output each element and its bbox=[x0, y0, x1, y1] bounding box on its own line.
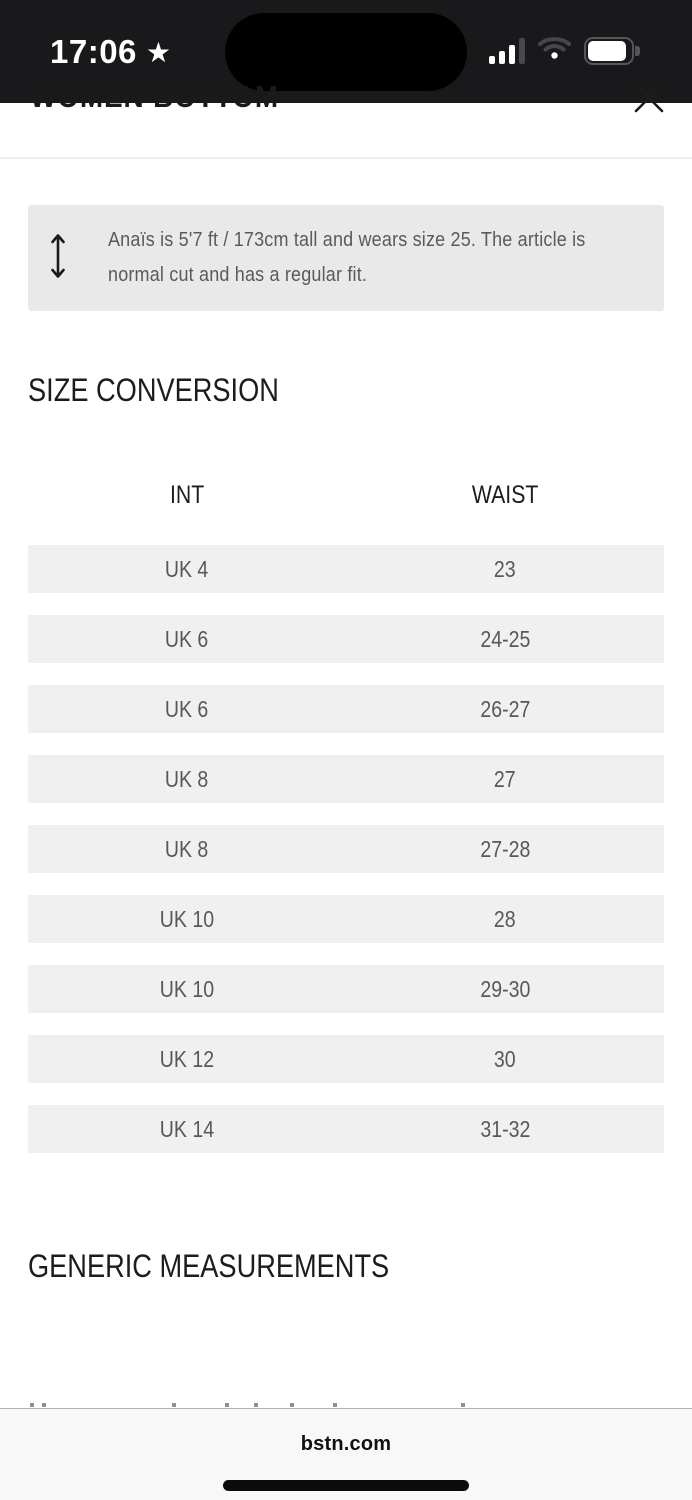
size-cell-waist: 26-27 bbox=[479, 695, 530, 722]
clock-time: 17:06 bbox=[50, 33, 137, 70]
fit-note bbox=[28, 205, 664, 311]
size-cell-int: UK 6 bbox=[165, 695, 209, 722]
column-header-int: INT bbox=[169, 480, 205, 509]
size-cell-int: UK 10 bbox=[159, 905, 215, 932]
cellular-signal-icon bbox=[489, 38, 525, 64]
size-table-row bbox=[28, 545, 664, 593]
size-cell-waist: 23 bbox=[494, 555, 516, 582]
size-cell-waist: 31-32 bbox=[479, 1115, 530, 1142]
star-icon: ★ bbox=[145, 37, 172, 68]
sheet-content bbox=[0, 205, 692, 1283]
size-table-row bbox=[28, 1035, 664, 1083]
size-cell-int: UK 4 bbox=[165, 555, 209, 582]
size-cell-int: UK 8 bbox=[165, 765, 209, 792]
size-table-body bbox=[28, 545, 664, 1153]
sheet-header bbox=[0, 79, 692, 159]
size-conversion-heading: SIZE CONVERSION bbox=[28, 372, 279, 408]
size-cell-waist: 24-25 bbox=[479, 625, 530, 652]
size-table-row bbox=[28, 965, 664, 1013]
sheet-title: WOMEN BOTTOM bbox=[30, 79, 279, 114]
status-right bbox=[489, 36, 640, 65]
size-cell-int: UK 6 bbox=[165, 625, 209, 652]
size-cell-waist: 29-30 bbox=[479, 975, 530, 1002]
wifi-icon bbox=[538, 36, 571, 65]
size-cell-int: UK 14 bbox=[159, 1115, 215, 1142]
size-cell-int: UK 12 bbox=[159, 1045, 215, 1072]
column-header-waist: WAIST bbox=[471, 480, 539, 509]
generic-measurements-heading: GENERIC MEASUREMENTS bbox=[28, 1248, 390, 1284]
size-table-header bbox=[28, 479, 664, 511]
size-cell-waist: 30 bbox=[494, 1045, 516, 1072]
size-table-row bbox=[28, 615, 664, 663]
size-cell-waist: 27 bbox=[494, 765, 516, 792]
size-cell-int: UK 8 bbox=[165, 835, 209, 862]
size-table-row bbox=[28, 755, 664, 803]
fit-note-text: Anaïs is 5'7 ft / 173cm tall and wears size 25. The article is normal cut and has a regular fit. bbox=[108, 229, 586, 286]
size-table-row bbox=[28, 685, 664, 733]
size-table-row bbox=[28, 1105, 664, 1153]
size-table-row bbox=[28, 895, 664, 943]
close-icon[interactable] bbox=[632, 81, 666, 115]
size-cell-waist: 27-28 bbox=[479, 835, 530, 862]
home-indicator[interactable] bbox=[223, 1480, 469, 1491]
status-left bbox=[50, 33, 171, 71]
safari-bottom-bar bbox=[0, 1408, 692, 1500]
size-table-row bbox=[28, 825, 664, 873]
size-cell-int: UK 10 bbox=[159, 975, 215, 1002]
size-cell-waist: 28 bbox=[494, 905, 516, 932]
address-bar-url[interactable]: bstn.com bbox=[300, 1433, 392, 1455]
height-arrow-icon bbox=[50, 233, 66, 284]
battery-icon bbox=[584, 37, 640, 65]
